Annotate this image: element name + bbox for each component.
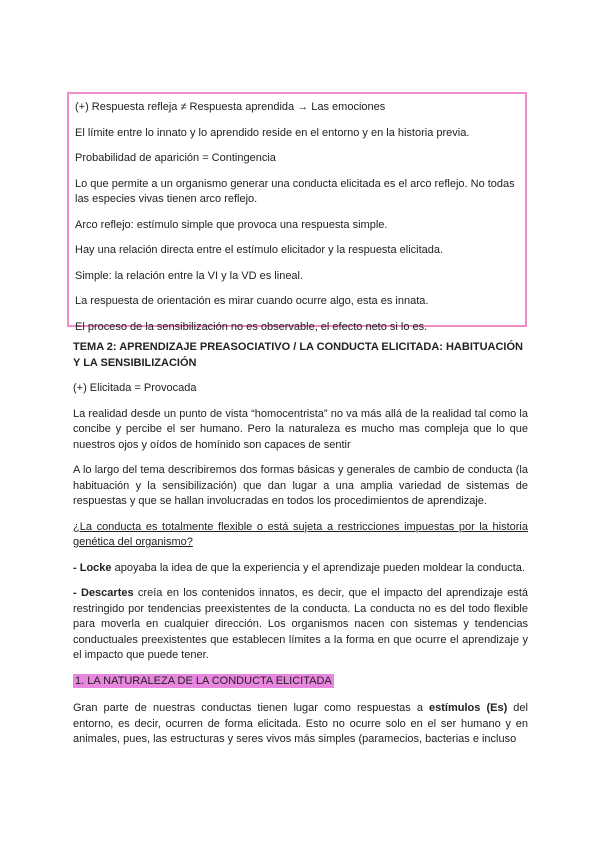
locke-name: Locke [79, 561, 112, 574]
note-line: La respuesta de orientación es mirar cuando ocurre algo, esta es innata. [75, 295, 429, 307]
bold-term: estímulos (Es) [429, 702, 508, 714]
paragraph: La realidad desde un punto de vista “homocentrista” no va más allá de la realidad tal como la concibe y percibe el ser humano. Pero la naturaleza es mucho mas compleja que lo que nuestros ojos y oídos de homínido son capaces de sentir [73, 407, 528, 451]
note-line: (+) Respuesta refleja ≠ Respuesta aprendida → Las emociones [75, 101, 386, 113]
note-line: Probabilidad de aparición = Contingencia [75, 152, 276, 164]
paragraph: A lo largo del tema describiremos dos formas básicas y generales de cambio de conducta (la habituación y la sensibilización) que dan lugar a una amplia variedad de sistemas de respuestas y que se hallan involucradas en todos los procedimientos de aprendizaje. [73, 464, 528, 507]
locke-text: apoyaba la idea de que la experiencia y el aprendizaje pueden moldear la conducta. [111, 561, 525, 574]
text-run: Gran parte de nuestras conductas tienen lugar como respuestas a [73, 702, 430, 714]
paragraph [73, 701, 528, 748]
document-body [73, 340, 528, 758]
paragraph: (+) Elicitada = Provocada [73, 382, 197, 394]
topic-title: TEMA 2: APRENDIZAJE PREASOCIATIVO / LA CONDUCTA ELICITADA: HABITUACIÓN Y LA SENSIBILIZACIÓN [73, 341, 523, 369]
descartes-text: creía en los contenidos innatos, es decir, que el impacto del aprendizaje está restringido por tendencias preexistentes de la conducta. La conducta no es del todo flexible para moverla en cualquier dirección. Los organismos nacen con sistemas y tendencias conductuales preexistentes que establecen límites a la forma en que ocurre el aprendizaje y el impacto que puede tener. [73, 587, 528, 661]
text-run: del entorno, es decir, ocurren de forma elicitada. Esto no ocurre solo en el ser humano y en animales, pues, las estructuras y seres vivos más simples (paramecios, bacterias e incluso [73, 702, 528, 745]
section-heading-line [73, 674, 528, 690]
note-line: Arco reflejo: estímulo simple que provoca una respuesta simple. [75, 218, 388, 231]
note-line: El proceso de la sensibilización no es observable, el efecto neto si lo es. [75, 320, 428, 333]
note-line: Lo que permite a un organismo generar una conducta elicitada es el arco reflejo. No todas las especies vivas tienen arco reflejo. [75, 177, 515, 205]
locke-paragraph [73, 561, 528, 577]
note-line: Simple: la relación entre la VI y la VD es lineal. [75, 269, 304, 282]
note-line: El límite entre lo innato y lo aprendido reside en el entorno y en la historia previa. [75, 126, 470, 139]
descartes-prefix: - [73, 587, 81, 599]
descartes-name: Descartes [81, 587, 134, 599]
descartes-paragraph [73, 586, 528, 664]
question-paragraph: ¿La conducta es totalmente flexible o está sujeta a restricciones impuestas por la historia genética del organismo? [73, 520, 528, 548]
locke-prefix: - [73, 561, 80, 574]
section-heading: 1. LA NATURALEZA DE LA CONDUCTA ELICITADA [75, 674, 332, 687]
notes-box [67, 92, 527, 333]
note-line: Hay una relación directa entre el estímulo elicitador y la respuesta elicitada. [75, 244, 444, 256]
